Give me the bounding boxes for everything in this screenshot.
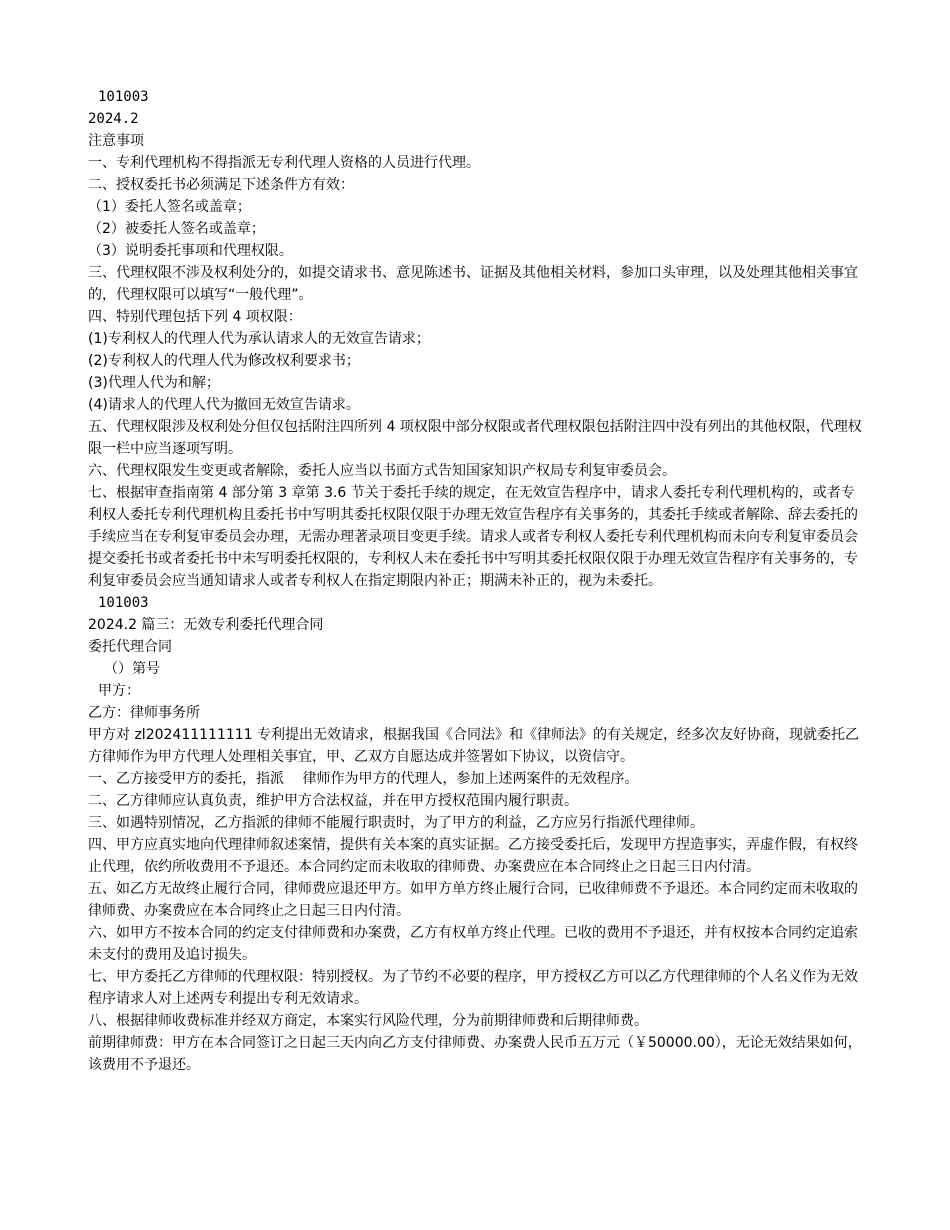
note-item: 三、代理权限不涉及权利处分的，如提交请求书、意见陈述书、证据及其他相关材料，参加口头审理，以及处理其他相关事宜的，代理权限可以填写“一般代理”。 (88, 265, 858, 303)
clause-item: 五、如乙方无故终止履行合同，律师费应退还甲方。如甲方单方终止履行合同，已收律师费不予退还。本合同约定而未收取的律师费、办案费应在本合同终止之日起三日内付清。 (88, 881, 858, 919)
clause-item: 二、乙方律师应认真负责，维护甲方合法权益，并在甲方授权范围内履行职责。 (88, 793, 578, 809)
note-item: 七、根据审查指南第 4 部分第 3 章第 3.6 节关于委托手续的规定，在无效宣告程序中，请求人委托专利代理机构的，或者专利权人委托专利代理机构且委托书中写明其委托权限仅限于办理无效宣告程序有关事务的，其委托手续或者解除、辞去委托的手续应当在专利复审委员会办理，无需办理著录项目变更手续。请求人或者专利权人委托专利代理机构而未向专利复审委员会提交委托书或者委托书中未写明委托权限的，专利权人未在委托书中写明其委托权限仅限于办理无效宣告程序有关事务的，专利复审委员会应当通知请求人或者专利权人在指定期限内补正；期满未补正的，视为未委托。 (88, 485, 858, 589)
section-title: 注意事项 (88, 133, 144, 149)
contract-title: 委托代理合同 (88, 639, 172, 655)
clause-item: 三、如遇特别情况，乙方指派的律师不能履行职责时，为了甲方的利益，乙方应另行指派代理律师。 (88, 815, 704, 831)
doc-date: 2024.2 (88, 111, 139, 127)
party-b: 乙方：律师事务所 (88, 705, 200, 721)
clause-list (88, 768, 868, 1076)
doc-code: 101003 (98, 595, 149, 611)
document-page (88, 86, 868, 1076)
section-heading: 2024.2 篇三：无效专利委托代理合同 (88, 617, 324, 633)
note-item: （2）被委托人签名或盖章； (88, 221, 265, 237)
clause-item: 七、甲方委托乙方律师的代理权限：特别授权。为了节约不必要的程序，甲方授权乙方可以乙方代理律师的个人名义作为无效程序请求人对上述两专利提出专利无效请求。 (88, 969, 858, 1007)
note-item: (1)专利权人的代理人代为承认请求人的无效宣告请求； (88, 331, 430, 347)
note-item: (3)代理人代为和解； (88, 375, 220, 391)
contract-number: （）第号 (104, 661, 160, 677)
contract-intro: 甲方对 zl202411111111 专利提出无效请求，根据我国《合同法》和《律师法》的有关规定，经多次友好协商，现就委托乙方律师作为甲方代理人处理相关事宜，甲、乙双方自愿达成并签署如下协议，以资信守。 (88, 727, 860, 765)
doc-code: 101003 (98, 89, 149, 105)
note-item: 一、专利代理机构不得指派无专利代理人资格的人员进行代理。 (88, 155, 480, 171)
note-item: 五、代理权限涉及权利处分但仅包括附注四所列 4 项权限中部分权限或者代理权限包括附注四中没有列出的其他权限，代理权限一栏中应当逐项写明。 (88, 419, 862, 457)
note-item: （3）说明委托事项和代理权限。 (88, 243, 293, 259)
note-item: 二、授权委托书必须满足下述条件方有效： (88, 177, 354, 193)
note-item: 四、特别代理包括下列 4 项权限： (88, 309, 302, 325)
note-item: (2)专利权人的代理人代为修改权利要求书； (88, 353, 360, 369)
clause-item: 前期律师费：甲方在本合同签订之日起三天内向乙方支付律师费、办案费人民币五万元（￥50000.00），无论无效结果如何，该费用不予退还。 (88, 1035, 862, 1073)
note-item: (4)请求人的代理人代为撤回无效宣告请求。 (88, 397, 360, 413)
note-item: （1）委托人签名或盖章； (88, 199, 251, 215)
clause-item: 四、甲方应真实地向代理律师叙述案情，提供有关本案的真实证据。乙方接受委托后，发现甲方捏造事实，弄虚作假，有权终止代理，依约所收费用不予退还。本合同约定而未收取的律师费、办案费应在本合同终止之日起三日内付清。 (88, 837, 858, 875)
clause-item: 八、根据律师收费标准并经双方商定，本案实行风险代理，分为前期律师费和后期律师费。 (88, 1013, 648, 1029)
notes-list (88, 152, 868, 592)
clause-item: 六、如甲方不按本合同的约定支付律师费和办案费，乙方有权单方终止代理。已收的费用不予退还，并有权按本合同约定追索未支付的费用及追讨损失。 (88, 925, 858, 963)
clause-item: 一、乙方接受甲方的委托，指派 律师作为甲方的代理人，参加上述两案件的无效程序。 (88, 771, 639, 787)
party-a: 甲方： (98, 683, 140, 699)
note-item: 六、代理权限发生变更或者解除，委托人应当以书面方式告知国家知识产权局专利复审委员会。 (88, 463, 676, 479)
